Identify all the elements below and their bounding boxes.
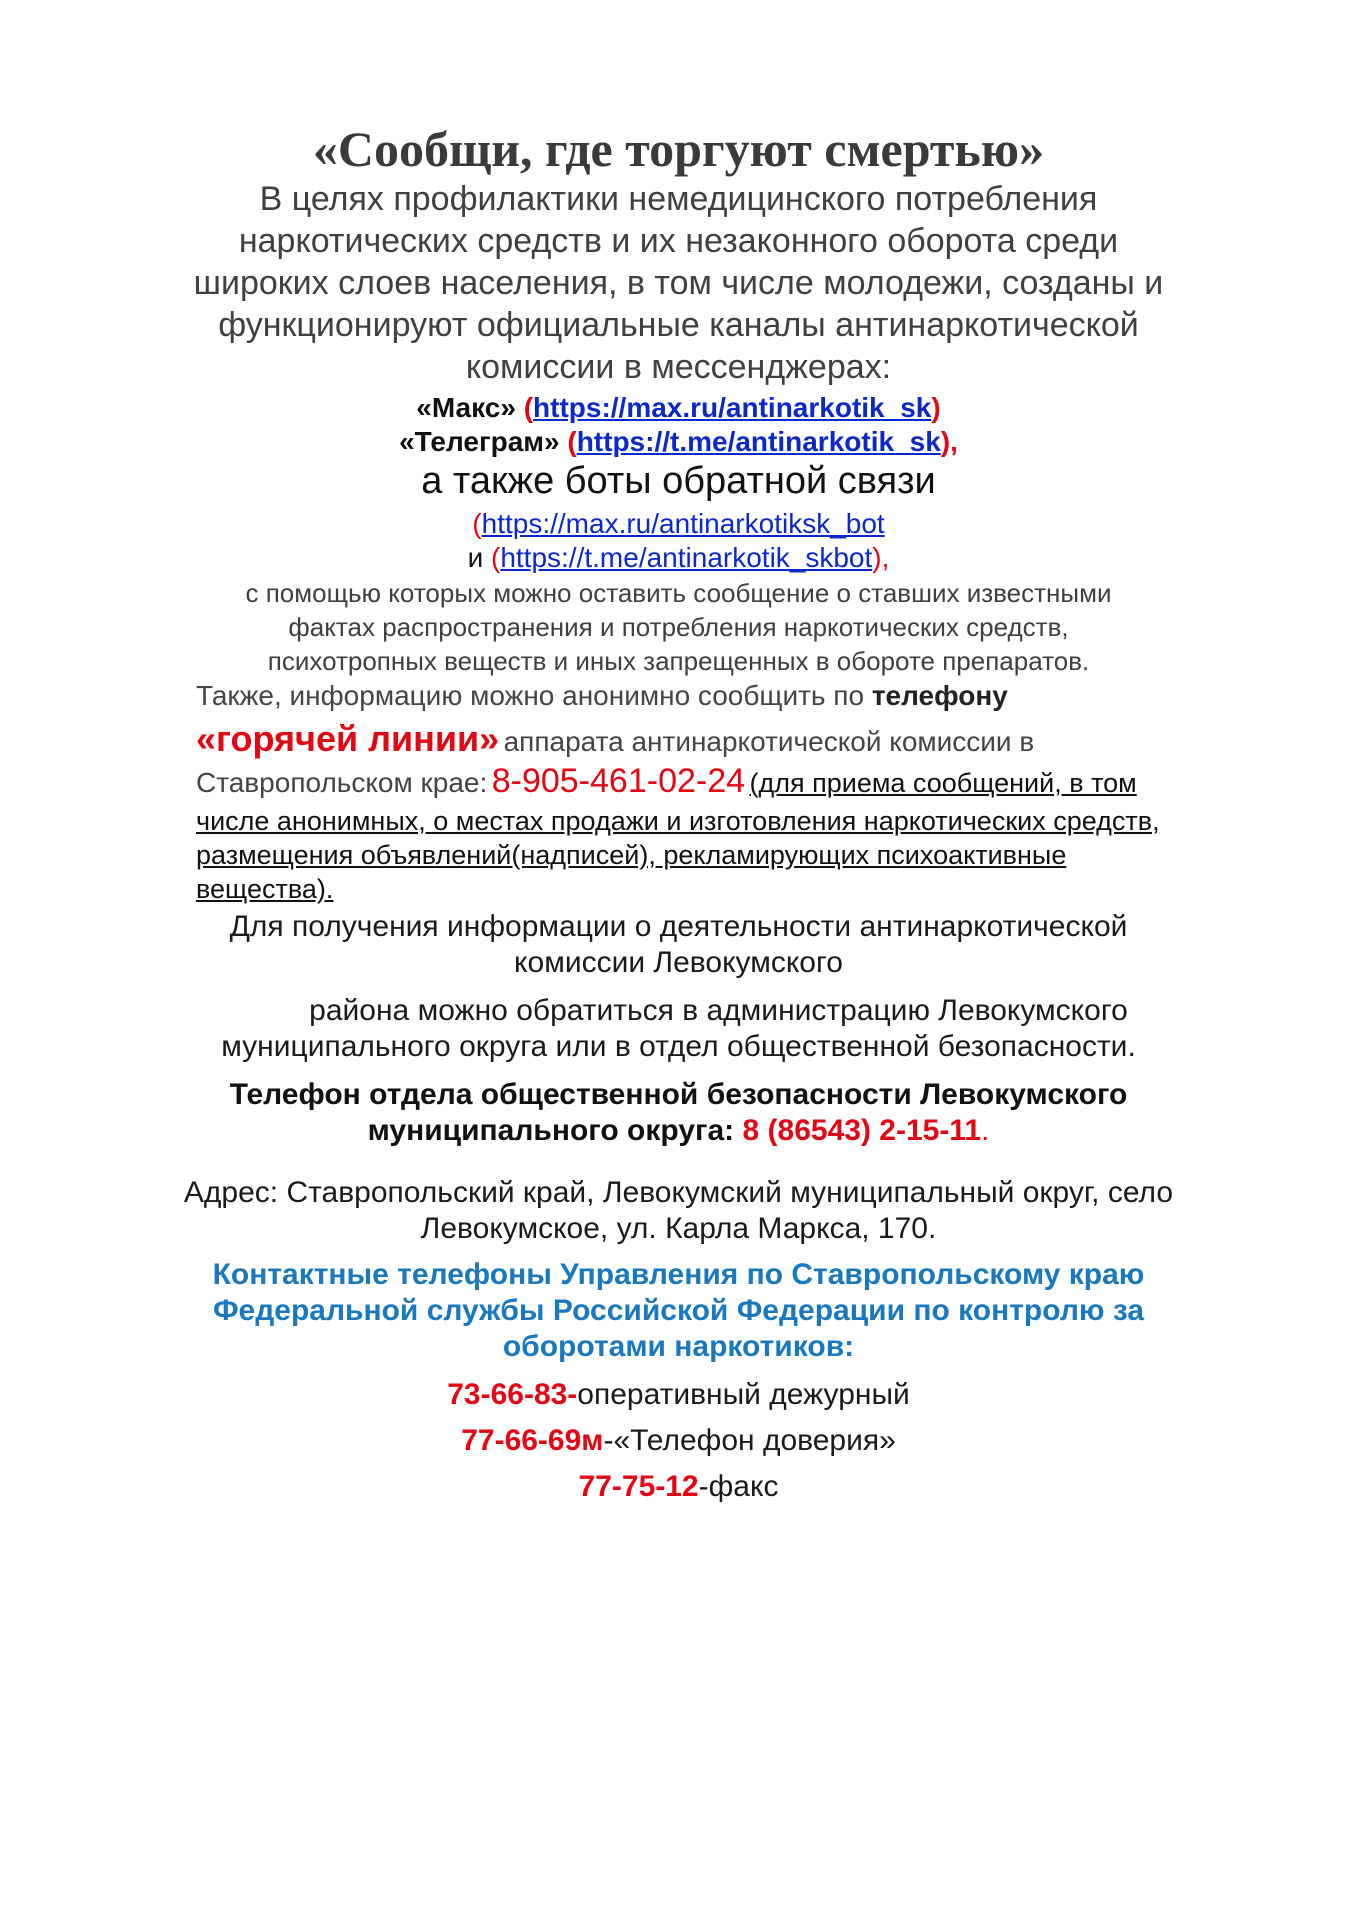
bot-max-link[interactable]: https://max.ru/antinarkotiksk_bot — [481, 508, 885, 539]
contact-number: 73-66-83- — [447, 1378, 578, 1411]
dept-phone-line: муниципального округа: 8 (86543) 2-15-11. — [367, 1114, 990, 1147]
bots-heading: а также боты обратной связи — [421, 460, 936, 502]
bot-telegram: и (https://t.me/antinarkotik_skbot), — [467, 542, 890, 573]
address-line: Левокумское, ул. Карла Маркса, 170. — [420, 1212, 937, 1245]
hotline-label: «горячей линии» — [196, 718, 500, 759]
purpose-line: фактах распространения и потребления наркотических средств, — [288, 612, 1069, 642]
contact-number: 77-66-69м — [461, 1424, 604, 1457]
contact-label: -факс — [698, 1470, 779, 1503]
info-line: комиссии Левокумского — [514, 946, 843, 979]
hotline-phone: 8-905-461-02-24 — [491, 762, 746, 800]
hotline-line: «горячей линии» аппарата антинаркотической комиссии в — [196, 718, 1035, 759]
intro-line: комиссии в мессенджерах: — [465, 348, 892, 386]
contact-label: -«Телефон доверия» — [603, 1424, 896, 1457]
hotline-note: числе анонимных, о местах продажи и изготовления наркотических средств, — [196, 806, 1160, 836]
channel-max: «Макс» (https://max.ru/antinarkotik_sk) — [416, 392, 941, 423]
fskn-heading-line: Контактные телефоны Управления по Ставропольскому краю — [212, 1258, 1145, 1291]
contact-duty — [0, 1378, 1357, 1412]
fskn-heading-line: оборотами наркотиков: — [502, 1330, 855, 1363]
hotline-note: размещения объявлений(надписей), рекламирующих психоактивные — [196, 840, 1067, 870]
hotline-line: Также, информацию можно анонимно сообщить по телефону — [196, 680, 1008, 711]
contact-number: 77-75-12 — [578, 1470, 699, 1503]
channel-name: «Макс» — [416, 392, 516, 423]
purpose-line: с помощью которых можно оставить сообщение о ставших известными — [245, 578, 1112, 608]
contact-fax — [0, 1470, 1357, 1504]
channel-name: «Телеграм» — [399, 426, 560, 457]
purpose-line: психотропных веществ и иных запрещенных в обороте препаратов. — [267, 646, 1090, 676]
fskn-heading-line: Федеральной службы Российской Федерации по контролю за — [212, 1294, 1145, 1327]
channel-telegram-link[interactable]: https://t.me/antinarkotik_sk — [576, 426, 941, 457]
intro-line: широких слоев населения, в том числе молодежи, созданы и — [193, 264, 1164, 302]
address-line: Адрес: Ставропольский край, Левокумский муниципальный округ, село — [183, 1176, 1174, 1209]
dept-phone: 8 (86543) 2-15-11 — [742, 1114, 982, 1147]
info-line: муниципального округа или в отдел общественной безопасности. — [221, 1030, 1136, 1063]
page-title: «Сообщи, где торгуют смертью» — [312, 121, 1045, 177]
channel-telegram: «Телеграм» (https://t.me/antinarkotik_sk), — [399, 426, 958, 457]
intro-line: функционируют официальные каналы антинаркотической — [218, 306, 1139, 344]
info-line: района можно обратиться в администрацию Левокумского — [309, 994, 1128, 1027]
contact-label: оперативный дежурный — [577, 1378, 910, 1411]
hotline-note: вещества). — [196, 874, 334, 904]
info-line: Для получения информации о деятельности антинаркотической — [229, 910, 1128, 943]
dept-phone-line: Телефон отдела общественной безопасности Левокумского — [229, 1078, 1128, 1111]
channel-max-link[interactable]: https://max.ru/antinarkotik_sk — [533, 392, 932, 423]
contact-trust — [0, 1424, 1357, 1458]
intro-line: наркотических средств и их незаконного оборота среди — [238, 222, 1119, 260]
hotline-phone-line: Ставропольском крае: 8-905-461-02-24 (для приема сообщений, в том — [196, 762, 1137, 800]
intro-line: В целях профилактики немедицинского потребления — [259, 180, 1098, 218]
bot-telegram-link[interactable]: https://t.me/antinarkotik_skbot — [500, 542, 873, 573]
bot-max: (https://max.ru/antinarkotiksk_bot — [472, 508, 885, 539]
